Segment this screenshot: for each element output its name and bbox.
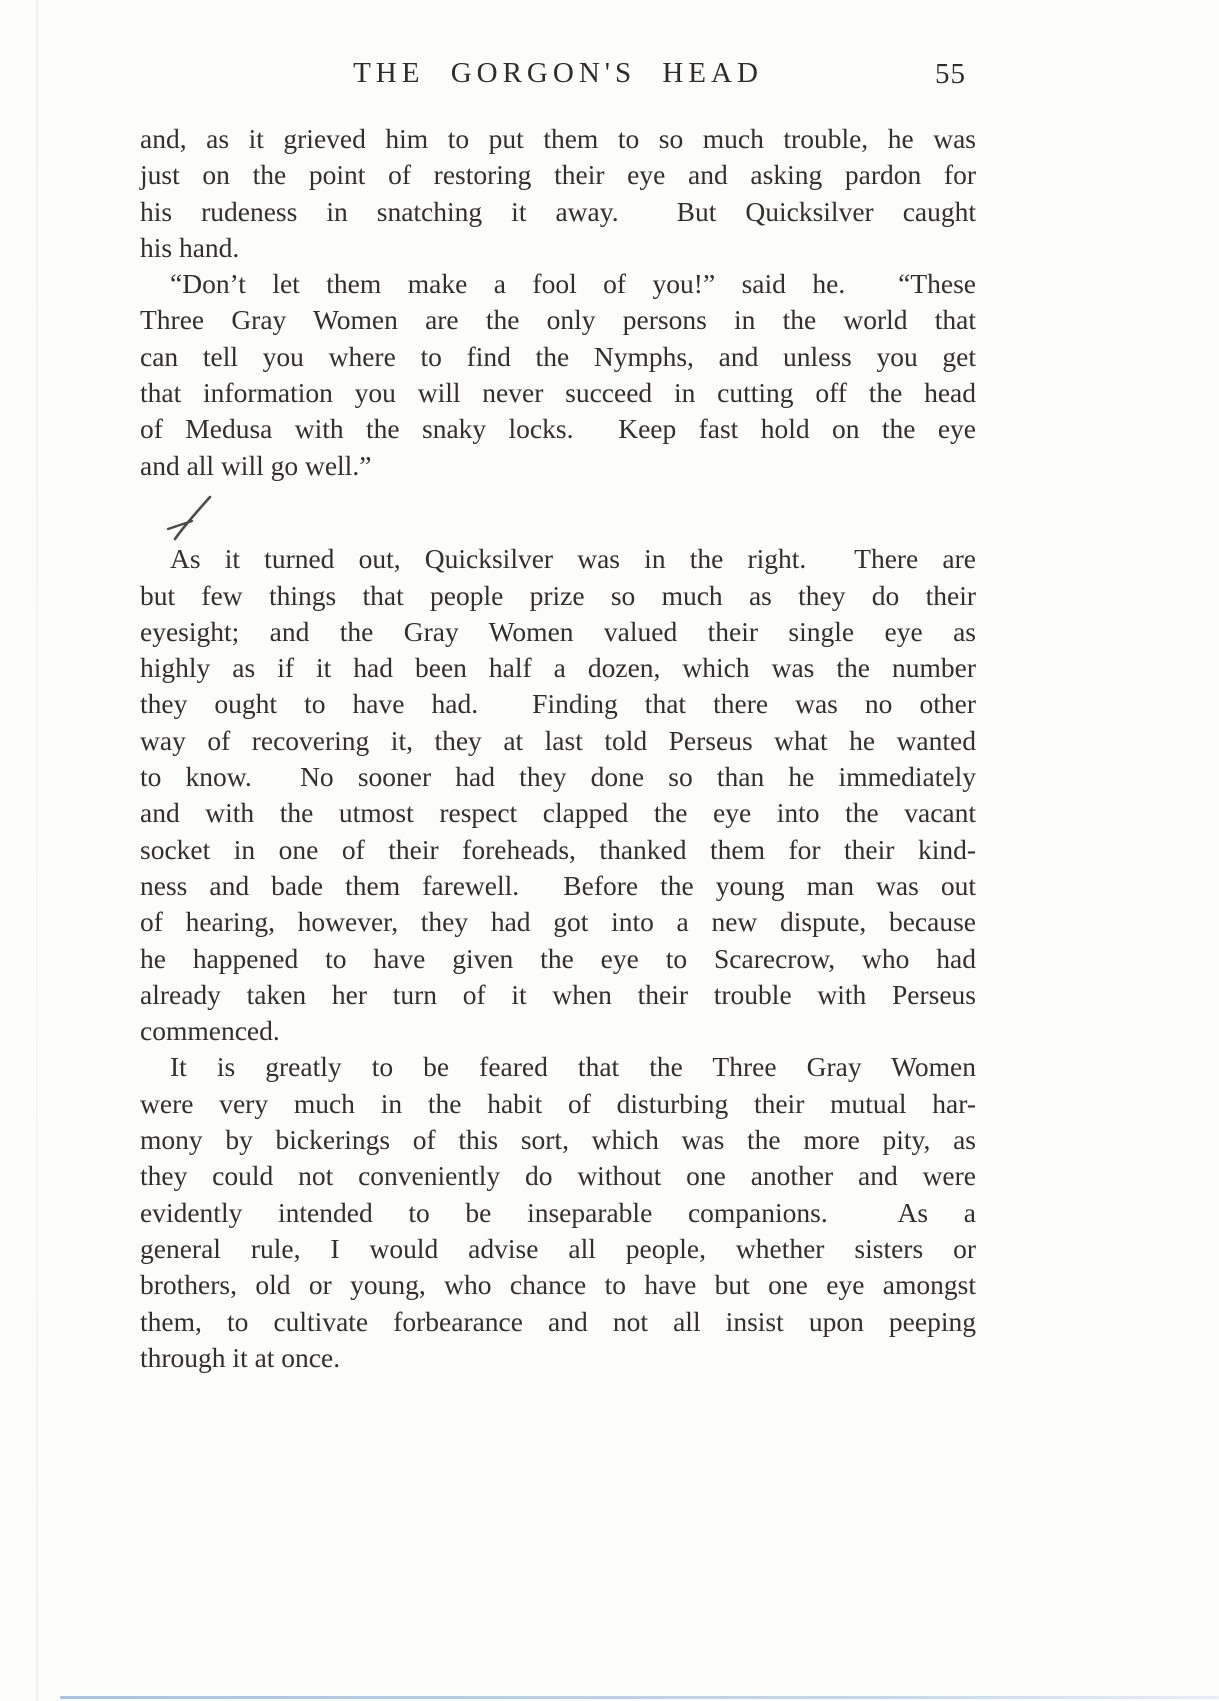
page-header [140, 57, 976, 99]
text-line: of Medusa with the snaky locks. Keep fast hold on the eye [140, 413, 976, 445]
paragraph [140, 541, 976, 1049]
text-line: brothers, old or young, who chance to have but one eye amongst [140, 1269, 976, 1301]
text-line: were very much in the habit of disturbing their mutual har- [140, 1087, 976, 1119]
text-body [140, 121, 976, 1376]
text-line: but few things that people prize so much as they do their [140, 579, 976, 611]
text-line: they could not conveniently do without one another and were [140, 1160, 976, 1192]
text-line: they ought to have had. Finding that there was no other [140, 688, 976, 720]
text-line: and all will go well.” [140, 448, 976, 542]
text-line: of hearing, however, they had got into a new dispute, because [140, 906, 976, 938]
running-title: THE GORGON'S HEAD [353, 57, 763, 89]
handwritten-mark [164, 494, 222, 542]
text-line: to know. No sooner had they done so than he immediately [140, 761, 976, 793]
text-line: “Don’t let them make a fool of you!” said he. “These [170, 268, 976, 300]
text-line: can tell you where to find the Nymphs, and unless you get [140, 340, 976, 372]
text-line: eyesight; and the Gray Women valued their single eye as [140, 615, 976, 647]
text-line: that information you will never succeed in cutting off the head [140, 377, 976, 409]
paragraph [140, 1049, 976, 1376]
text-line: his hand. [140, 231, 240, 263]
text-line: he happened to have given the eye to Scarecrow, who had [140, 942, 976, 974]
text-line: mony by bickerings of this sort, which was the more pity, as [140, 1124, 976, 1156]
text-line: through it at once. [140, 1341, 341, 1373]
text-line: As it turned out, Quicksilver was in the right. There are [170, 543, 976, 575]
text-line: It is greatly to be feared that the Three Gray Women [170, 1051, 976, 1083]
scan-artifact-bottom-edge [60, 1696, 1219, 1699]
text-line: already taken her turn of it when their trouble with Perseus [140, 978, 976, 1010]
text-line: commenced. [140, 1015, 280, 1047]
text-line: highly as if it had been half a dozen, which was the number [140, 652, 976, 684]
page-number: 55 [935, 58, 966, 90]
text-line: evidently intended to be inseparable companions. As a [140, 1196, 976, 1228]
text-line: ness and bade them farewell. Before the young man was out [140, 869, 976, 901]
text-line: his rudeness in snatching it away. But Quicksilver caught [140, 195, 976, 227]
scan-crease-left [36, 0, 38, 1701]
paragraph [140, 121, 976, 266]
text-line: them, to cultivate forbearance and not all insist upon peeping [140, 1305, 976, 1337]
text-line: and, as it grieved him to put them to so much trouble, he was [140, 123, 976, 154]
text-line: general rule, I would advise all people, whether sisters or [140, 1232, 976, 1264]
text-line: way of recovering it, they at last told Perseus what he wanted [140, 724, 976, 756]
text-line: Three Gray Women are the only persons in the world that [140, 304, 976, 336]
text-line: socket in one of their foreheads, thanked them for their kind- [140, 833, 976, 865]
text-line: just on the point of restoring their eye and asking pardon for [140, 159, 976, 191]
paragraph [140, 266, 976, 541]
text-line: and with the utmost respect clapped the eye into the vacant [140, 797, 976, 829]
